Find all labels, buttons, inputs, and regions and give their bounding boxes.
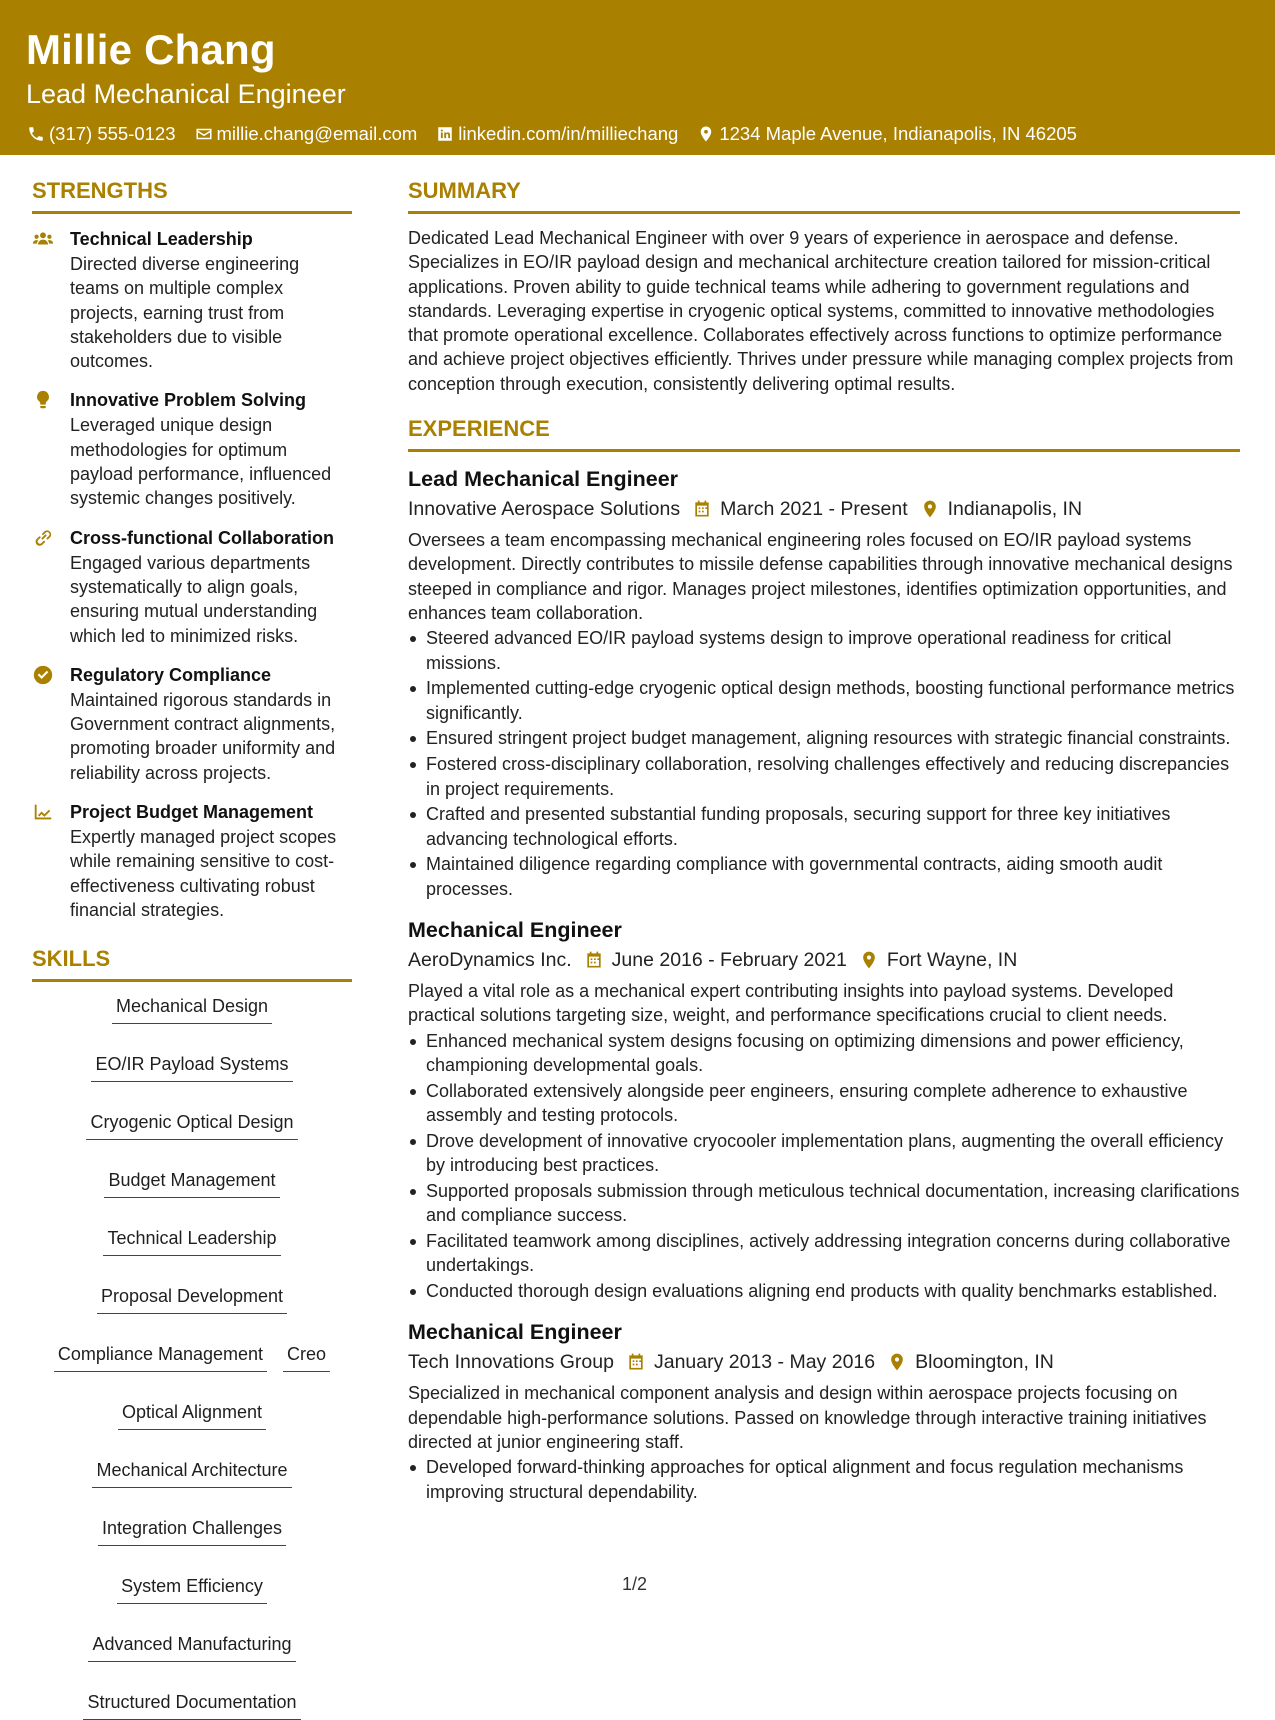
strength-name: Regulatory Compliance [70,664,272,685]
skill-tag: Integration Challenges [98,1516,286,1546]
job-dates: June 2016 - February 2021 [611,949,847,972]
job-bullet: Developed forward-thinking approaches for optical alignment and focus regulation mechanisms improving structural dependability. [408,1455,1240,1504]
job-meta [408,494,1240,524]
job-dates: March 2021 - Present [720,498,908,521]
experience-heading: EXPERIENCE [408,414,1240,452]
contact-email[interactable] [194,122,418,146]
skill-tag: Advanced Manufacturing [88,1632,295,1662]
skill-tag: Structured Documentation [83,1690,300,1720]
job-bullets [408,1455,1240,1504]
job-description: Oversees a team encompassing mechanical engineering roles focused on EO/IR payload systems development. Directly contributes to missile defense capabilities through innovative mechanical designs steeped in compliance and rigor. Manages project milestones, identifies optimization opportunities, and enhances team collaboration. [408,530,1233,623]
strength-name: Technical Leadership [70,229,253,249]
skill-tag: Compliance Management [54,1342,267,1372]
link-icon [32,525,70,648]
job-location: Fort Wayne, IN [886,949,1018,972]
strength-desc: Expertly managed project scopes while remaining sensitive to cost-effectiveness cultivating robust financial strategies. [70,827,337,920]
job-bullets [408,626,1240,901]
job-entry [408,1317,1240,1503]
job-description: Specialized in mechanical component analysis and design within aerospace projects focusing on dependable high-performance solutions. Passed on knowledge through interactive training initiatives directed at junior engineering staff. [408,1383,1207,1452]
job-bullet: Enhanced mechanical system designs focusing on optimizing dimensions and power efficiency, championing developmental goals. [408,1029,1240,1078]
skills-list [32,994,352,1720]
job-company: Tech Innovations Group [408,1351,614,1374]
job-entry [408,464,1240,901]
job-company: AeroDynamics Inc. [408,949,572,972]
address-text: 1234 Maple Avenue, Indianapolis, IN 46205 [719,123,1077,144]
job-bullets [408,1029,1240,1304]
summary-heading: SUMMARY [408,176,1240,214]
job-meta [408,945,1240,975]
job-entry [408,915,1240,1303]
job-bullet: Steered advanced EO/IR payload systems design to improve operational readiness for critical missions. [408,626,1240,675]
map-pin-icon [696,124,716,144]
right-column [408,176,1240,1518]
contact-address [696,122,1077,146]
strength-name: Project Budget Management [70,802,314,823]
skill-tag: Proposal Development [97,1284,287,1314]
linkedin-text: linkedin.com/in/milliechang [458,123,679,144]
calendar-icon [584,950,604,970]
phone-icon [26,124,46,144]
calendar-icon [692,499,712,519]
strength-item [32,799,352,922]
job-company: Innovative Aerospace Solutions [408,498,681,521]
skill-tag: System Efficiency [117,1574,267,1604]
envelope-icon [194,124,214,144]
contact-bar [26,122,1249,146]
job-title: Mechanical Engineer [408,1320,622,1345]
contact-phone[interactable] [26,122,176,146]
summary-text: Dedicated Lead Mechanical Engineer with over 9 years of experience in aerospace and defense. Specializes in EO/IR payload design and mechanical architecture creation tailored for mission-critical applications. Proven ability to guide technical teams while adhering to government regulations and standards. Leveraging expertise in cryogenic optical systems, committed to innovative methodologies that promote operational excellence. Collaborates effectively across functions to optimize performance and achieve project objectives efficiently. Thrives under pressure while managing complex projects from conception through execution, consistently delivering optimal results. [408,228,1234,394]
map-pin-icon [859,950,879,970]
strength-item [32,387,352,510]
candidate-name: Millie Chang [26,26,276,73]
calendar-icon [626,1352,646,1372]
skill-tag: Creo [283,1342,330,1372]
strength-desc: Directed diverse engineering teams on multiple complex projects, earning trust from stakeholders due to visible outcomes. [70,254,300,372]
job-bullet: Collaborated extensively alongside peer engineers, ensuring complete adherence to exhaustive assembly and testing protocols. [408,1079,1240,1128]
job-dates: January 2013 - May 2016 [653,1351,876,1374]
chart-line-icon [32,799,70,922]
skills-heading: SKILLS [32,944,352,982]
job-description: Played a vital role as a mechanical expert contributing insights into payload systems. Developed practical solutions targeting size, weight, and performance specifications crucial to client needs. [408,981,1174,1026]
candidate-title: Lead Mechanical Engineer [26,79,346,109]
job-bullet: Facilitated teamwork among disciplines, actively addressing integration concerns during collaborative undertakings. [408,1229,1240,1278]
job-bullet: Implemented cutting-edge cryogenic optical design methods, boosting functional performance metrics significantly. [408,676,1240,725]
strength-name: Cross-functional Collaboration [70,527,335,548]
job-bullet: Supported proposals submission through meticulous technical documentation, increasing clarifications and compliance success. [408,1179,1240,1228]
lightbulb-icon [32,387,70,510]
job-bullet: Maintained diligence regarding compliance with governmental contracts, aiding smooth audit processes. [408,852,1240,901]
skill-tag: Mechanical Design [112,994,272,1024]
email-text: millie.chang@email.com [216,123,418,144]
job-location: Bloomington, IN [915,1351,1054,1374]
job-bullet: Crafted and presented substantial funding proposals, securing support for three key initiatives advancing technological efforts. [408,802,1240,851]
resume-header [0,0,1275,155]
map-pin-icon [887,1352,907,1372]
skill-tag: Optical Alignment [118,1400,266,1430]
phone-text: (317) 555-0123 [49,123,176,144]
job-bullet: Conducted thorough design evaluations aligning end products with quality benchmarks established. [408,1279,1240,1303]
contact-linkedin[interactable] [435,122,678,146]
strength-desc: Engaged various departments systematically to align goals, ensuring mutual understanding which led to minimized risks. [70,552,318,646]
left-column [32,176,352,1720]
job-bullet: Ensured stringent project budget management, aligning resources with strategic financial constraints. [408,726,1240,750]
job-bullet: Drove development of innovative cryocooler implementation plans, augmenting the overall efficiency by introducing best practices. [408,1129,1240,1178]
skill-tag: Mechanical Architecture [92,1458,291,1488]
strengths-heading: STRENGTHS [32,176,352,214]
strength-desc: Leveraged unique design methodologies for optimum payload performance, influenced systemic changes positively. [70,415,332,509]
check-circle-icon [32,662,70,785]
strength-name: Innovative Problem Solving [70,390,307,411]
job-bullet: Fostered cross-disciplinary collaboration, resolving challenges effectively and reducing discrepancies in project requirements. [408,752,1240,801]
strength-item [32,662,352,785]
skill-tag: EO/IR Payload Systems [91,1052,292,1082]
job-title: Mechanical Engineer [408,918,622,943]
users-icon [32,226,70,373]
skill-tag: Technical Leadership [103,1226,280,1256]
strength-desc: Maintained rigorous standards in Government contract alignments, promoting broader uniformity and reliability across projects. [70,689,336,783]
skill-tag: Budget Management [104,1168,279,1198]
job-location: Indianapolis, IN [947,498,1083,521]
job-meta [408,1347,1240,1377]
strength-item [32,226,352,373]
strength-item [32,525,352,648]
skill-tag: Cryogenic Optical Design [86,1110,297,1140]
page-number: 1/2 [622,1574,648,1594]
map-pin-icon [920,499,940,519]
linkedin-icon [435,124,455,144]
job-title: Lead Mechanical Engineer [408,467,679,492]
